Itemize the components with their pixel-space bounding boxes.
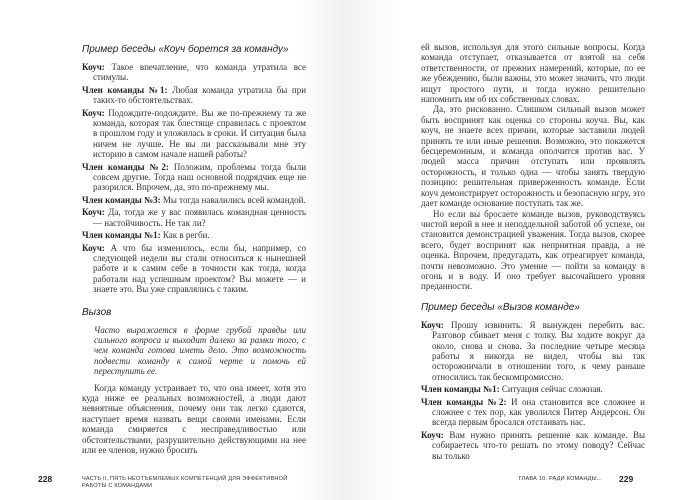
utterance: Да, тогда же у вас появилась командная ценность — настойчивость. Не так ли? [93, 207, 306, 228]
dialogue-line [82, 162, 306, 193]
speaker: Член команды №1: [421, 384, 500, 395]
body-paragraph: Но если вы бросаете команде вызов, руководствуясь чистой верой в нее и неподдельной заботой об успехе, он становится демонстрацией уважения. Тогда вызов, скорее всего, будет воспринят как неприятная правда, а не оценка. Впрочем, предугадать, как отреагирует команда, почти невозможно. Это умение — пойти за команду в огонь и в воду. И оно требует высочайшего уровня преданности. [421, 208, 645, 292]
utterance: Любая команда утратила бы при таких-то обстоятельствах. [93, 84, 307, 106]
speaker: Член команды №2: [421, 396, 507, 407]
speaker: Член команды №3: [82, 194, 161, 205]
utterance: Положим, проблемы тогда были совсем другие. Тогда наш основной подрядчик еще не разорился. Впрочем, да, это по-прежнему мы. [93, 161, 307, 193]
speaker: Коуч: [82, 107, 105, 118]
dialogue [82, 62, 306, 295]
section-heading: Вызов [82, 306, 112, 318]
speaker: Коуч: [82, 242, 105, 253]
definition: Часто выражается в форме грубой правды или сильного вопроса и выходит далеко за рамки того, с чем команда готова иметь дело. Это возможность подвести команду к самой черте и помочь ей переступить ее. [94, 324, 306, 377]
conversation-heading: Пример беседы «Коуч борется за команду» [82, 44, 289, 55]
body-paragraph: Да, это рискованно. Слишком сильный вызов может быть воспринят как оценка со стороны коуча. Вы, как коуч, не знаете всех причин, которые заставили людей принять те или иные решения. Возможно, это покажется бесцеремонным, и команда ополчится против вас. У людей масса причин отступать или проявлять осторожность, и только одна — чтобы занять твердую позицию: решительная приверженность команде. Если коуч демонстрирует осторожность и безопасную игру, это дает команде основание поступать так же. [421, 104, 645, 209]
body-paragraph: ей вызов, используя для этого сильные вопросы. Когда команда отступает, отказывается от взятой на себя ответственности, от прежних намерений, которые, по ее же убеждению, были важны, это может значить, что люди ищут простого пути, и тогда нужно решительно напомнить им об их собственных словах. [421, 42, 645, 105]
speaker: Коуч: [82, 62, 105, 72]
running-head: ГЛАВА 10. РАДИ КОМАНДЫ... [518, 476, 602, 482]
dialogue-line [82, 108, 306, 160]
page-number: 229 [619, 474, 634, 484]
right-page [347, 0, 694, 500]
dialogue-line [421, 384, 645, 394]
utterance: Вам нужно принять решение как команде. Вы собираетесь что-то решать по этому поводу? Сейчас вы только [432, 429, 646, 461]
utterance: Ситуация сейчас сложная. [501, 384, 603, 395]
dialogue-line [82, 85, 306, 106]
utterance: А что бы изменилось, если бы, например, со следующей недели вы стали относиться к нынешней работе и к самим себе в точности как тогда, когда работали над успешным проектом? Вы можете — и знаете это. Вы уже справлялись с таким. [93, 242, 306, 295]
left-text-column [82, 44, 306, 455]
body-paragraph: Когда команду устраивает то, что она имеет, хотя это куда ниже ее реальных возможностей, а люди дают невнятные объяснения, почему они так легко сдаются, наступает время назвать вещи своими именами. Если команда смиряется с несправедливостью или обстоятельствами, разрушительно действующими на нее или ее членов, нужно бросить [82, 382, 306, 455]
page-number: 228 [38, 474, 53, 484]
dialogue-line [421, 397, 645, 428]
dialogue-line [421, 430, 645, 461]
right-text-column [421, 42, 645, 463]
dialogue-line [82, 62, 306, 83]
dialogue [421, 320, 645, 461]
utterance: Такое впечатление, что команда утратила все стимулы. [93, 62, 306, 83]
speaker: Член команды №2: [82, 161, 169, 172]
utterance: Как в регби. [162, 230, 210, 241]
utterance: Мы тогда навалились всей командой. [162, 194, 306, 205]
dialogue-line [82, 207, 306, 228]
speaker: Коуч: [421, 319, 444, 330]
utterance: Подождите-подождите. Вы же по-прежнему та же команда, которая так блестяще справилась с проектом в прошлом году и уложилась в сроки. И ситуация была ничем не лучше. Не вы ли рассказывали мне эту историю в самом начале нашей работы? [93, 107, 306, 160]
speaker: Коуч: [421, 429, 444, 440]
speaker: Коуч: [82, 207, 105, 218]
running-head: ЧАСТЬ II. ПЯТЬ НЕОТЪЕМЛЕМЫХ КОМПЕТЕНЦИЙ ДЛЯ ЭФФЕКТИВНОЙ РАБОТЫ С КОМАНДАМИ [82, 476, 288, 489]
dialogue-line [82, 195, 306, 205]
conversation-heading: Пример беседы «Вызов команде» [421, 301, 580, 313]
dialogue-line [82, 243, 306, 295]
utterance: И она становится все сложнее и сложнее с тех пор, как уволился Питер Андерсон. Он всегда первым бросался отстаивать нас. [432, 396, 645, 428]
dialogue-line [421, 320, 645, 382]
speaker: Член команды №1: [82, 230, 161, 241]
utterance: Прошу извинить. Я вынужден перебить вас. Разговор сбивает меня с толку. Вы ходите вокруг да около, снова и снова. За последние четыре месяца работы я никогда не видел, чтобы вы так осторожничали в отношении того, к чему раньше относились так бескомпромиссно. [432, 319, 645, 382]
dialogue-line [82, 230, 306, 240]
speaker: Член команды №1: [82, 84, 168, 95]
